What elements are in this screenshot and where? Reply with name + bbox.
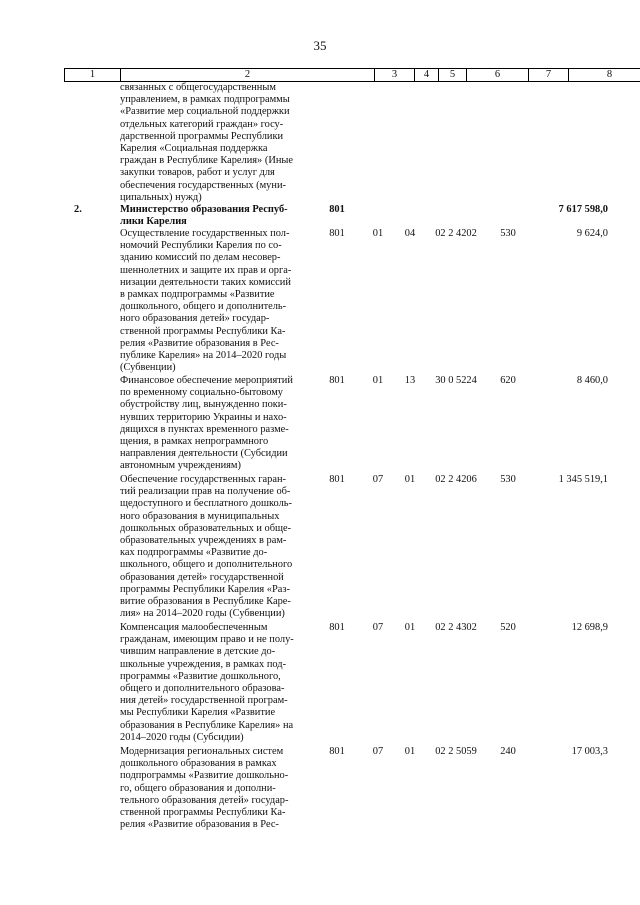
amount: 9 624,0 (576, 228, 608, 239)
subsection-code: 04 (404, 228, 416, 239)
column-header-row (64, 68, 640, 82)
column-header-7: 7 (529, 69, 569, 82)
ministry-code: 801 (329, 746, 345, 757)
subsection-code: 13 (404, 375, 416, 386)
column-header-8: 8 (569, 69, 640, 82)
subsection-code: 01 (404, 474, 416, 485)
row-description: Финансовое обеспечение мероприятий по временному социально-бытовому обустройству лиц, вынужденно поки- нувших территорию Украины и нахо- дящихся в пунктах временного разме- щения, в рамках непрограммного направления деятельности (Субсидии автономным учреждениям) (120, 375, 293, 472)
ministry-code: 801 (329, 204, 345, 215)
target-article-code: 02 2 4302 (435, 622, 477, 633)
subsection-code: 01 (404, 746, 416, 757)
ministry-code: 801 (329, 228, 345, 239)
amount: 1 345 519,1 (558, 474, 608, 485)
row-description: Компенсация малообеспеченным гражданам, имеющим право и не полу- чившим направление в детские до- школьные учреждения, в рамках под- программы «Развитие дошкольного, общего и дополнительного образова- ния детей» государственной програм- мы Республики Карелия «Развитие образования в Республике Карелия» на 2014–2020 годы (Субсидии) (120, 622, 294, 743)
section-code: 07 (372, 474, 384, 485)
subsection-code: 01 (404, 622, 416, 633)
amount: 8 460,0 (576, 375, 608, 386)
section-code: 01 (372, 228, 384, 239)
target-article-code: 02 2 4206 (435, 474, 477, 485)
row-number: 2. (74, 204, 82, 215)
target-article-code: 02 2 5059 (435, 746, 477, 757)
ministry-code: 801 (329, 375, 345, 386)
target-article-code: 02 2 4202 (435, 228, 477, 239)
expense-type-code: 530 (500, 228, 516, 239)
amount: 12 698,9 (571, 622, 608, 633)
amount: 7 617 598,0 (558, 204, 608, 215)
column-header-2: 2 (121, 69, 375, 82)
ministry-code: 801 (329, 622, 345, 633)
expense-type-code: 530 (500, 474, 516, 485)
target-article-code: 30 0 5224 (435, 375, 477, 386)
column-header-1: 1 (65, 69, 121, 82)
ministry-code: 801 (329, 474, 345, 485)
row-description: Министерство образования Респуб- лики Карелия (120, 204, 288, 228)
section-code: 01 (372, 375, 384, 386)
page-number: 35 (313, 38, 327, 53)
expense-type-code: 520 (500, 622, 516, 633)
row-description: Обеспечение государственных гаран- тий реализации прав на получение об- щедоступного и бесплатного дошколь- ного образования в муниципальных дошкольных образовательных и обще- образовательных учреждениях в рам- ках подпрограммы «Развитие до- школьного, общего и дополнительного образования детей» государственной программы Республики Карелия «Раз- витие образования в Республике Каре- лия» на 2014–2020 годы (Субвенции) (120, 474, 293, 620)
section-code: 07 (372, 746, 384, 757)
expense-type-code: 620 (500, 375, 516, 386)
section-code: 07 (372, 622, 384, 633)
row-description: Модернизация региональных систем дошкольного образования в рамках подпрограммы «Развитие дошкольно- го, общего образования и дополни- тельного образования детей» государ- ственной программы Республики Ка- релия «Развитие образования в Рес- (120, 746, 289, 831)
row-description: связанных с общегосударственным управлением, в рамках подпрограммы «Развитие мер социальной поддержки отдельных категорий граждан» госу- дарственной программы Республики Карелия «Социальная поддержка граждан в Республике Карелия» (Иные закупки товаров, работ и услуг для обеспечения государственных (муни- ципальных) нужд) (120, 82, 293, 203)
column-header-4: 4 (415, 69, 439, 82)
expense-type-code: 240 (500, 746, 516, 757)
column-header-6: 6 (467, 69, 529, 82)
column-header-5: 5 (439, 69, 467, 82)
row-description: Осуществление государственных пол- номочий Республики Карелия по со- зданию комиссий по делам несовер- шеннолетних и защите их прав и орга- низации деятельности таких комиссий в рамках подпрограммы «Развитие дошкольного, общего и дополнитель- ного образования детей» государ- ственной программы Республики Ка- релия «Развитие образования в Рес- публике Карелия» на 2014–2020 годы (Субвенции) (120, 228, 292, 374)
amount: 17 003,3 (571, 746, 608, 757)
column-header-3: 3 (375, 69, 415, 82)
